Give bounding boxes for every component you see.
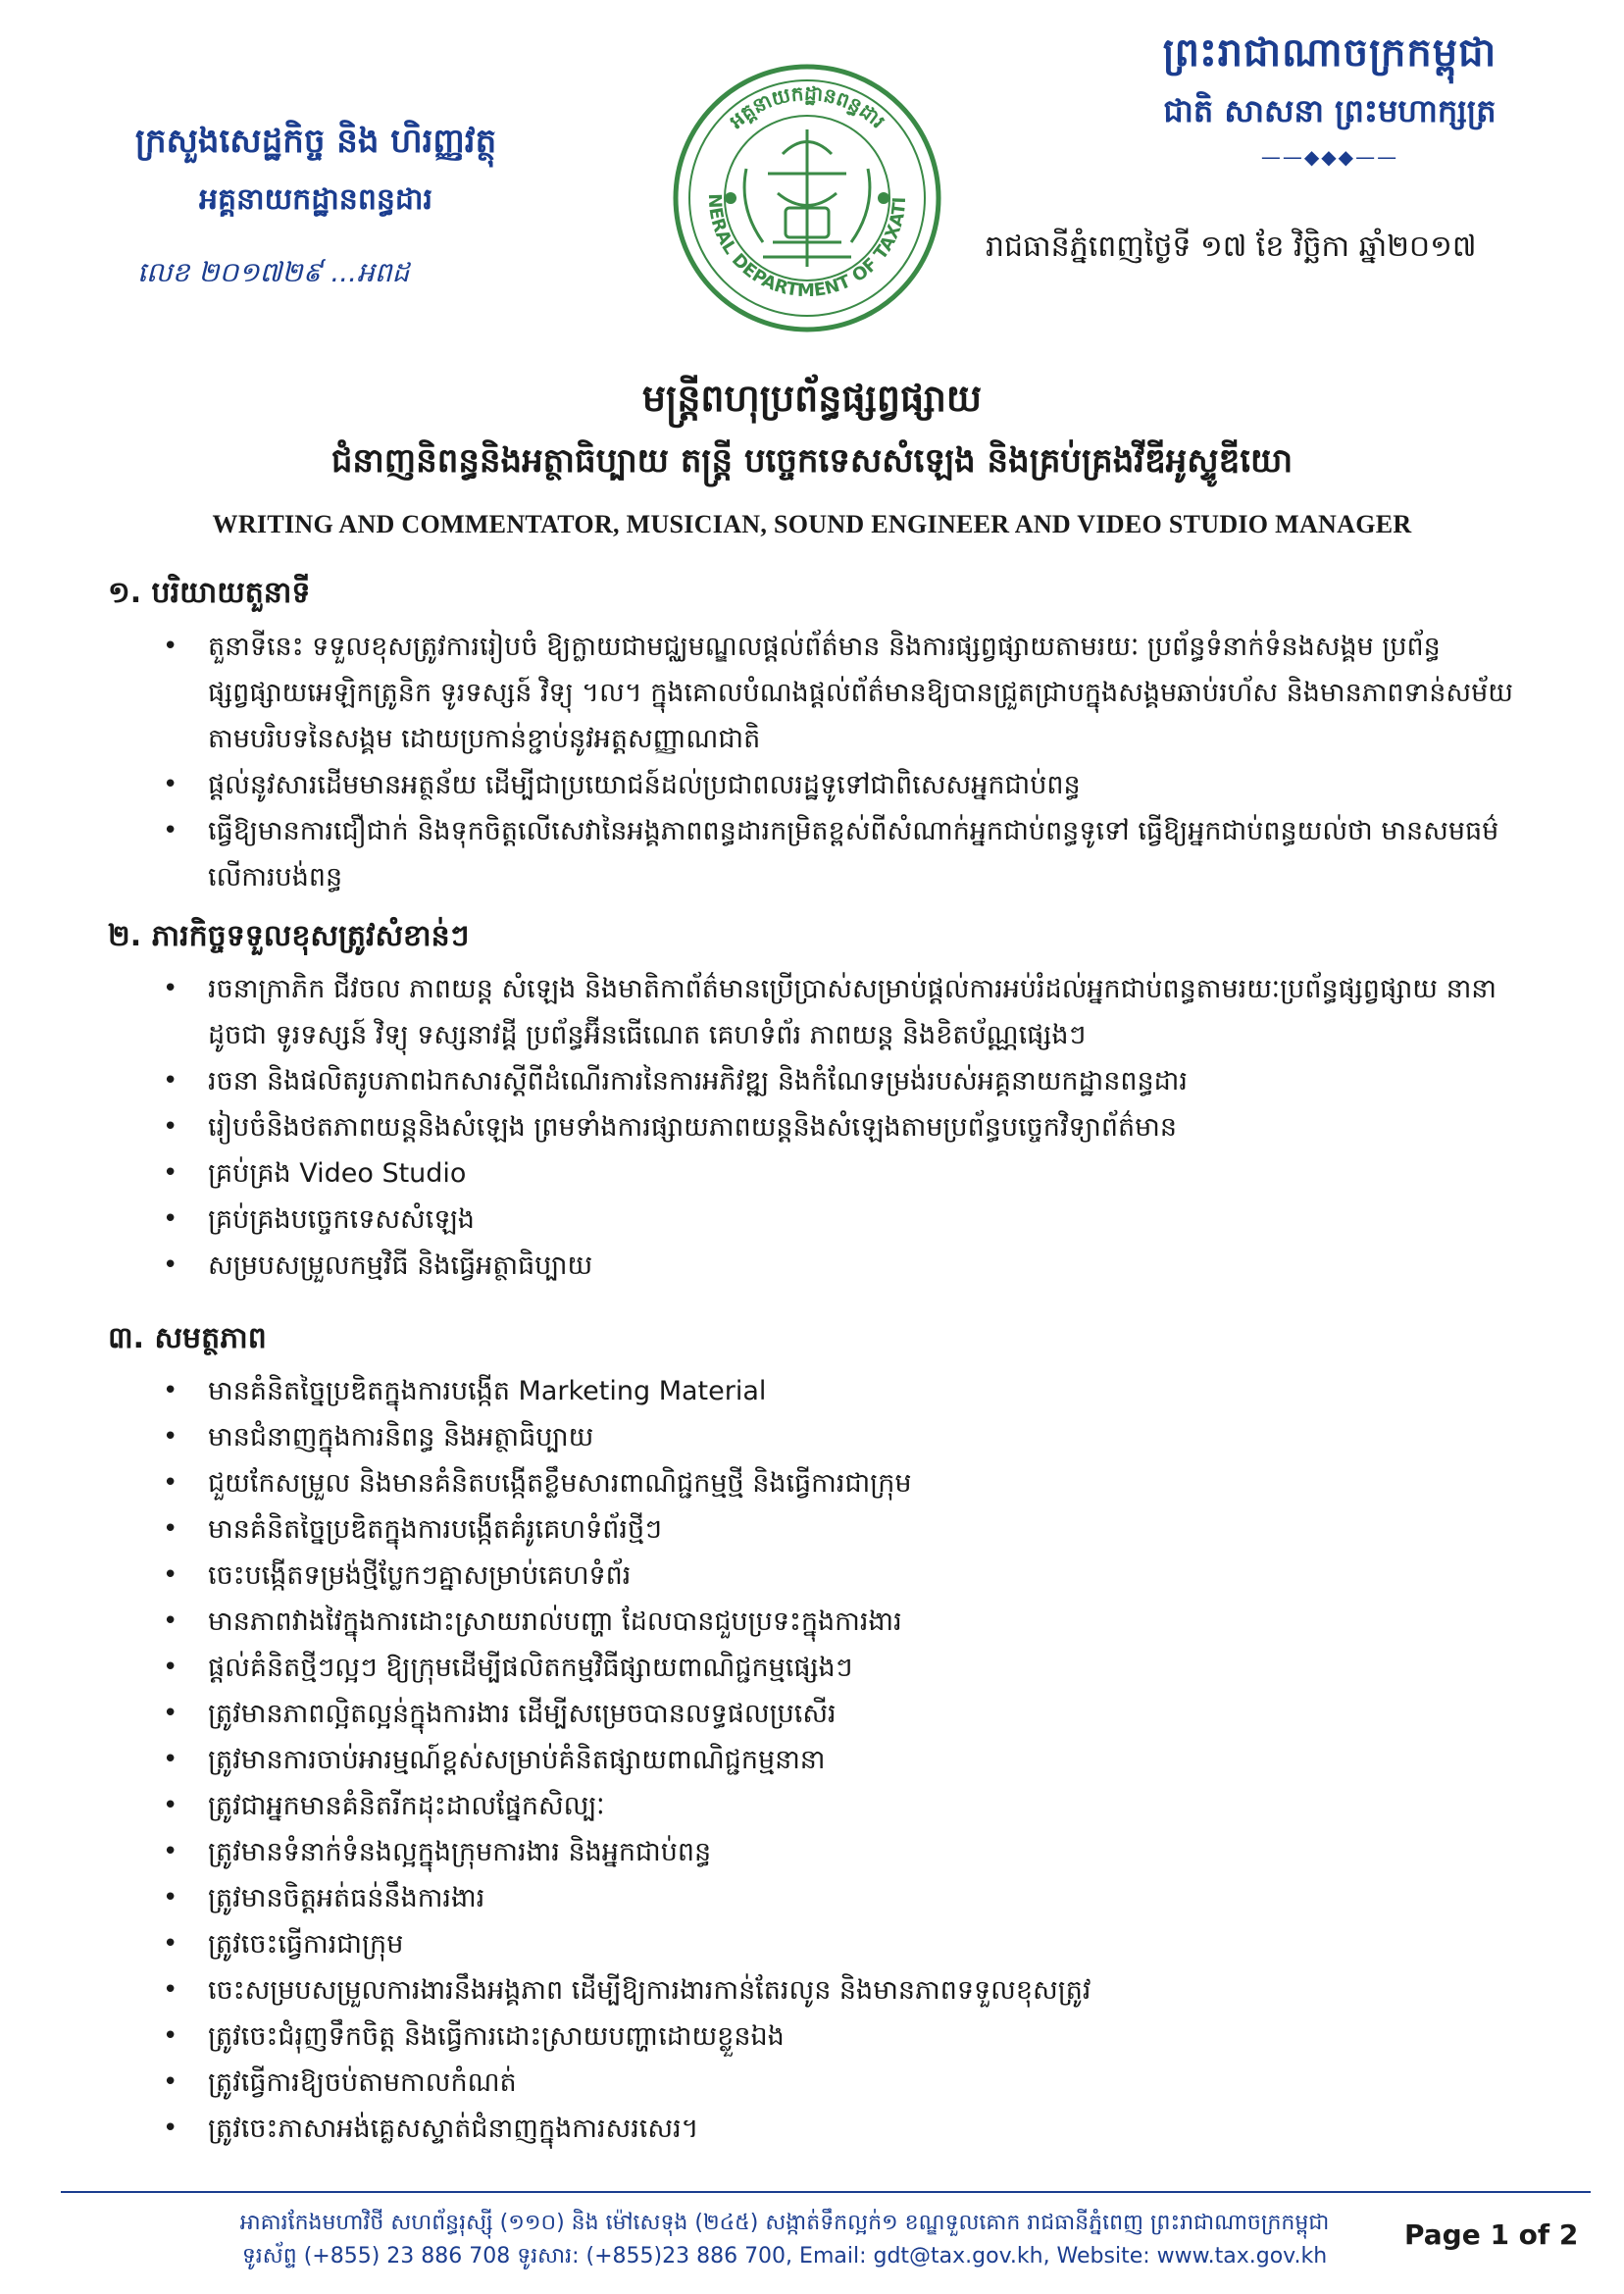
list-item: • រៀបចំនិងថតភាពយន្តនិងសំឡេង ព្រមទាំងការផ្សាយភាពយន្តនិងសំឡេងតាមប្រព័ន្ធបច្ចេកវិទ្យាព័ត៌មាន [208,1104,1522,1150]
list-item: • មានភាពវាងវៃក្នុងការដោះស្រាយរាល់បញ្ហា ដែលបានជួបប្រទះក្នុងការងារ [208,1599,1522,1645]
list-item: • ត្រូវជាអ្នកមានគំនិតរីកដុះដាលផ្នែកសិល្បៈ [208,1783,1522,1829]
footer-divider [61,2191,1591,2193]
job-description-list [208,624,1522,900]
section-heading-responsibilities: ២. ភារកិច្ចទទួលខុសត្រូវសំខាន់ៗ [108,919,470,953]
list-item: • ត្រូវមានចិត្តអត់ធន់នឹងការងារ [208,1875,1522,1921]
footer-address-line: អាគារកែងមហាវិថី សហព័ន្ធរុស្ស៊ី (១១០) និង ម៉ៅសេទុង (២៤៥) សង្កាត់ទឹកល្អក់១ ខណ្ឌទួលគោក រាជធានីភ្នំពេញ ព្រះរាជាណាចក្រកម្ពុជា [239,2211,1330,2235]
page-number: Page 1 of 2 [1404,2218,1579,2251]
document-title: មន្ត្រីពហុប្រព័ន្ធផ្សព្វផ្សាយ [641,377,983,420]
date-line: រាជធានីភ្នំពេញថ្ងៃទី ១៧ ខែ វិច្ឆិកា ឆ្នាំ២០១៧ [986,229,1477,264]
list-item: • ត្រូវមានភាពល្អិតល្អន់ក្នុងការងារ ដើម្បីសម្រេចបានលទ្ធផលប្រសើរ [208,1691,1522,1737]
list-item: • ជួយកែសម្រួល និងមានគំនិតបង្កើតខ្លឹមសារពាណិជ្ជកម្មថ្មី និងធ្វើការជាក្រុម [208,1460,1522,1506]
list-item: • រចនា និងផលិតរូបភាពឯកសារស្ដីពីដំណើរការនៃការអភិវឌ្ឍ និងកំណែទម្រង់របស់អគ្គនាយកដ្ឋានពន្ធដារ [208,1058,1522,1104]
list-item: • ត្រូវចេះភាសាអង់គ្លេសស្ទាត់ជំនាញក្នុងការសរសេរ។ [208,2106,1522,2152]
list-item: • ផ្ដល់នូវសារដើមមានអត្ថន័យ ដើម្បីជាប្រយោជន៍ដល់ប្រជាពលរដ្ឋទូទៅជាពិសេសអ្នកជាប់ពន្ធ [208,762,1522,808]
footer-address [157,2207,1412,2273]
list-item: • ត្រូវចេះជំរុញទឹកចិត្ត និងធ្វើការដោះស្រាយបញ្ហាដោយខ្លួនឯង [208,2014,1522,2060]
national-motto: ជាតិ សាសនា ព្រះមហាក្សត្រ [1163,92,1497,129]
list-item: • មានគំនិតច្នៃប្រឌិតក្នុងការបង្កើតគំរូគេហទំព័រថ្មីៗ [208,1506,1522,1553]
list-item: • គ្រប់គ្រង Video Studio [208,1150,1522,1197]
svg-text:អគ្គនាយកដ្ឋានពន្ធដារ [725,81,890,133]
list-item: • គ្រប់គ្រងបច្ចេកទេសសំឡេង [208,1197,1522,1243]
list-item: • ត្រូវចេះធ្វើការជាក្រុម [208,1921,1522,1967]
section-heading-job-description: ១. បរិយាយតួនាទី [108,576,311,610]
ministry-name: ក្រសួងសេដ្ឋកិច្ច និង ហិរញ្ញវត្ថុ [134,122,497,161]
list-item: • រចនាក្រាភិក ជីវចល ភាពយន្ត សំឡេង និងមាតិកាព័ត៌មានប្រើប្រាស់សម្រាប់ផ្ដល់ការអប់រំដល់អ្នកជាប់ពន្ធតាមរយៈប្រព័ន្ធផ្សព្វផ្សាយ នានាដូចជា ទូរទស្សន៍ វិទ្យុ ទស្សនាវដ្ដី ប្រព័ន្ធអ៊ីនធើណេត គេហទំព័រ ភាពយន្ត និងខិតប័ណ្ណផ្សេងៗ [208,966,1522,1058]
ministry-header [61,120,571,224]
list-item: • ត្រូវមានការចាប់អារម្មណ៍ខ្ពស់សម្រាប់គំនិតផ្សាយពាណិជ្ជកម្មនានា [208,1737,1522,1783]
list-item: • ផ្ដល់គំនិតថ្មីៗល្អៗ ឱ្យក្រុមដើម្បីផលិតកម្មវិធីផ្សាយពាណិជ្ជកម្មផ្សេងៗ [208,1645,1522,1691]
list-item: • មានគំនិតច្នៃប្រឌិតក្នុងការបង្កើត Marketing Material [208,1368,1522,1414]
seal-text-km: អគ្គនាយកដ្ឋានពន្ធដារ [724,80,890,133]
kingdom-name: ព្រះរាជាណាចក្រកម្ពុជា [1162,30,1497,76]
document-subtitle-english: WRITING AND COMMENTATOR, MUSICIAN, SOUND ENGINEER AND VIDEO STUDIO MANAGER [212,510,1412,538]
footer-contact-line: ទូរស័ព្ទ (+855) 23 886 708 ទូរសារ: (+855)23 886 700, Email: gdt@tax.gov.kh, Website: www.tax.gov.kh [241,2244,1328,2269]
document-subtitle: ជំនាញនិពន្ធនិងអត្ថាធិប្បាយ តន្ត្រី បច្ចេកទេសសំឡេង និងគ្រប់គ្រងវីឌីអូស្ទូឌីយោ [330,441,1294,481]
seal-text: NERAL DEPARTMENT OF TAXATI [703,193,911,302]
department-seal-icon [670,61,944,335]
list-item: • សម្របសម្រួលកម្មវិធី និងធ្វើអត្ថាធិប្បាយ [208,1243,1522,1289]
list-item: • ត្រូវធ្វើការឱ្យចប់តាមកាលកំណត់ [208,2060,1522,2106]
department-name: អគ្គនាយកដ្ឋានពន្ធដារ [198,182,433,217]
section-heading-competencies: ៣. សមត្ថភាព [108,1321,267,1355]
list-item: • ចេះសម្របសម្រួលការងារនឹងអង្គភាព ដើម្បីឱ្យការងារកាន់តែរលូន និងមានភាពទទួលខុសត្រូវ [208,1967,1522,2014]
list-item: • ត្រូវមានទំនាក់ទំនងល្អក្នុងក្រុមការងារ និងអ្នកជាប់ពន្ធ [208,1829,1522,1875]
reference-number: លេខ ២០១៧២៩ ...អពដ [137,256,410,288]
ornament-divider: ——◆◆◆—— [1260,145,1399,169]
list-item: • ចេះបង្កើតទម្រង់ថ្មីប្លែកៗគ្នាសម្រាប់គេហទំព័រ [208,1553,1522,1599]
list-item: • ធ្វើឱ្យមានការជឿជាក់ និងទុកចិត្តលើសេវានៃអង្គភាពពន្ធដារកម្រិតខ្ពស់ពីសំណាក់អ្នកជាប់ពន្ធទូទៅ ធ្វើឱ្យអ្នកជាប់ពន្ធយល់ថា មានសមធម៌លើការបង់ពន្ធ [208,808,1522,900]
list-item: • តួនាទីនេះ ទទួលខុសត្រូវការរៀបចំ ឱ្យក្លាយជាមជ្ឈមណ្ឌលផ្ដល់ព័ត៌មាន និងការផ្សព្វផ្សាយតាមរយៈ ប្រព័ន្ធទំនាក់ទំនងសង្គម ប្រព័ន្ធផ្សព្វផ្សាយអេឡិកត្រូនិក ទូរទស្សន៍ វិទ្យុ ។ល។ ក្នុងគោលបំណងផ្ដល់ព័ត៌មានឱ្យបានជ្រួតជ្រាបក្នុងសង្គមឆាប់រហ័ស និងមានភាពទាន់សម័យតាមបរិបទនៃសង្គម ដោយប្រកាន់ខ្ជាប់នូវអត្តសញ្ញាណជាតិ [208,624,1522,762]
competencies-list [208,1368,1522,2152]
responsibilities-list [208,966,1522,1289]
list-item: • មានជំនាញក្នុងការនិពន្ធ និងអត្ថាធិប្បាយ [208,1414,1522,1460]
kingdom-header [1124,27,1536,169]
